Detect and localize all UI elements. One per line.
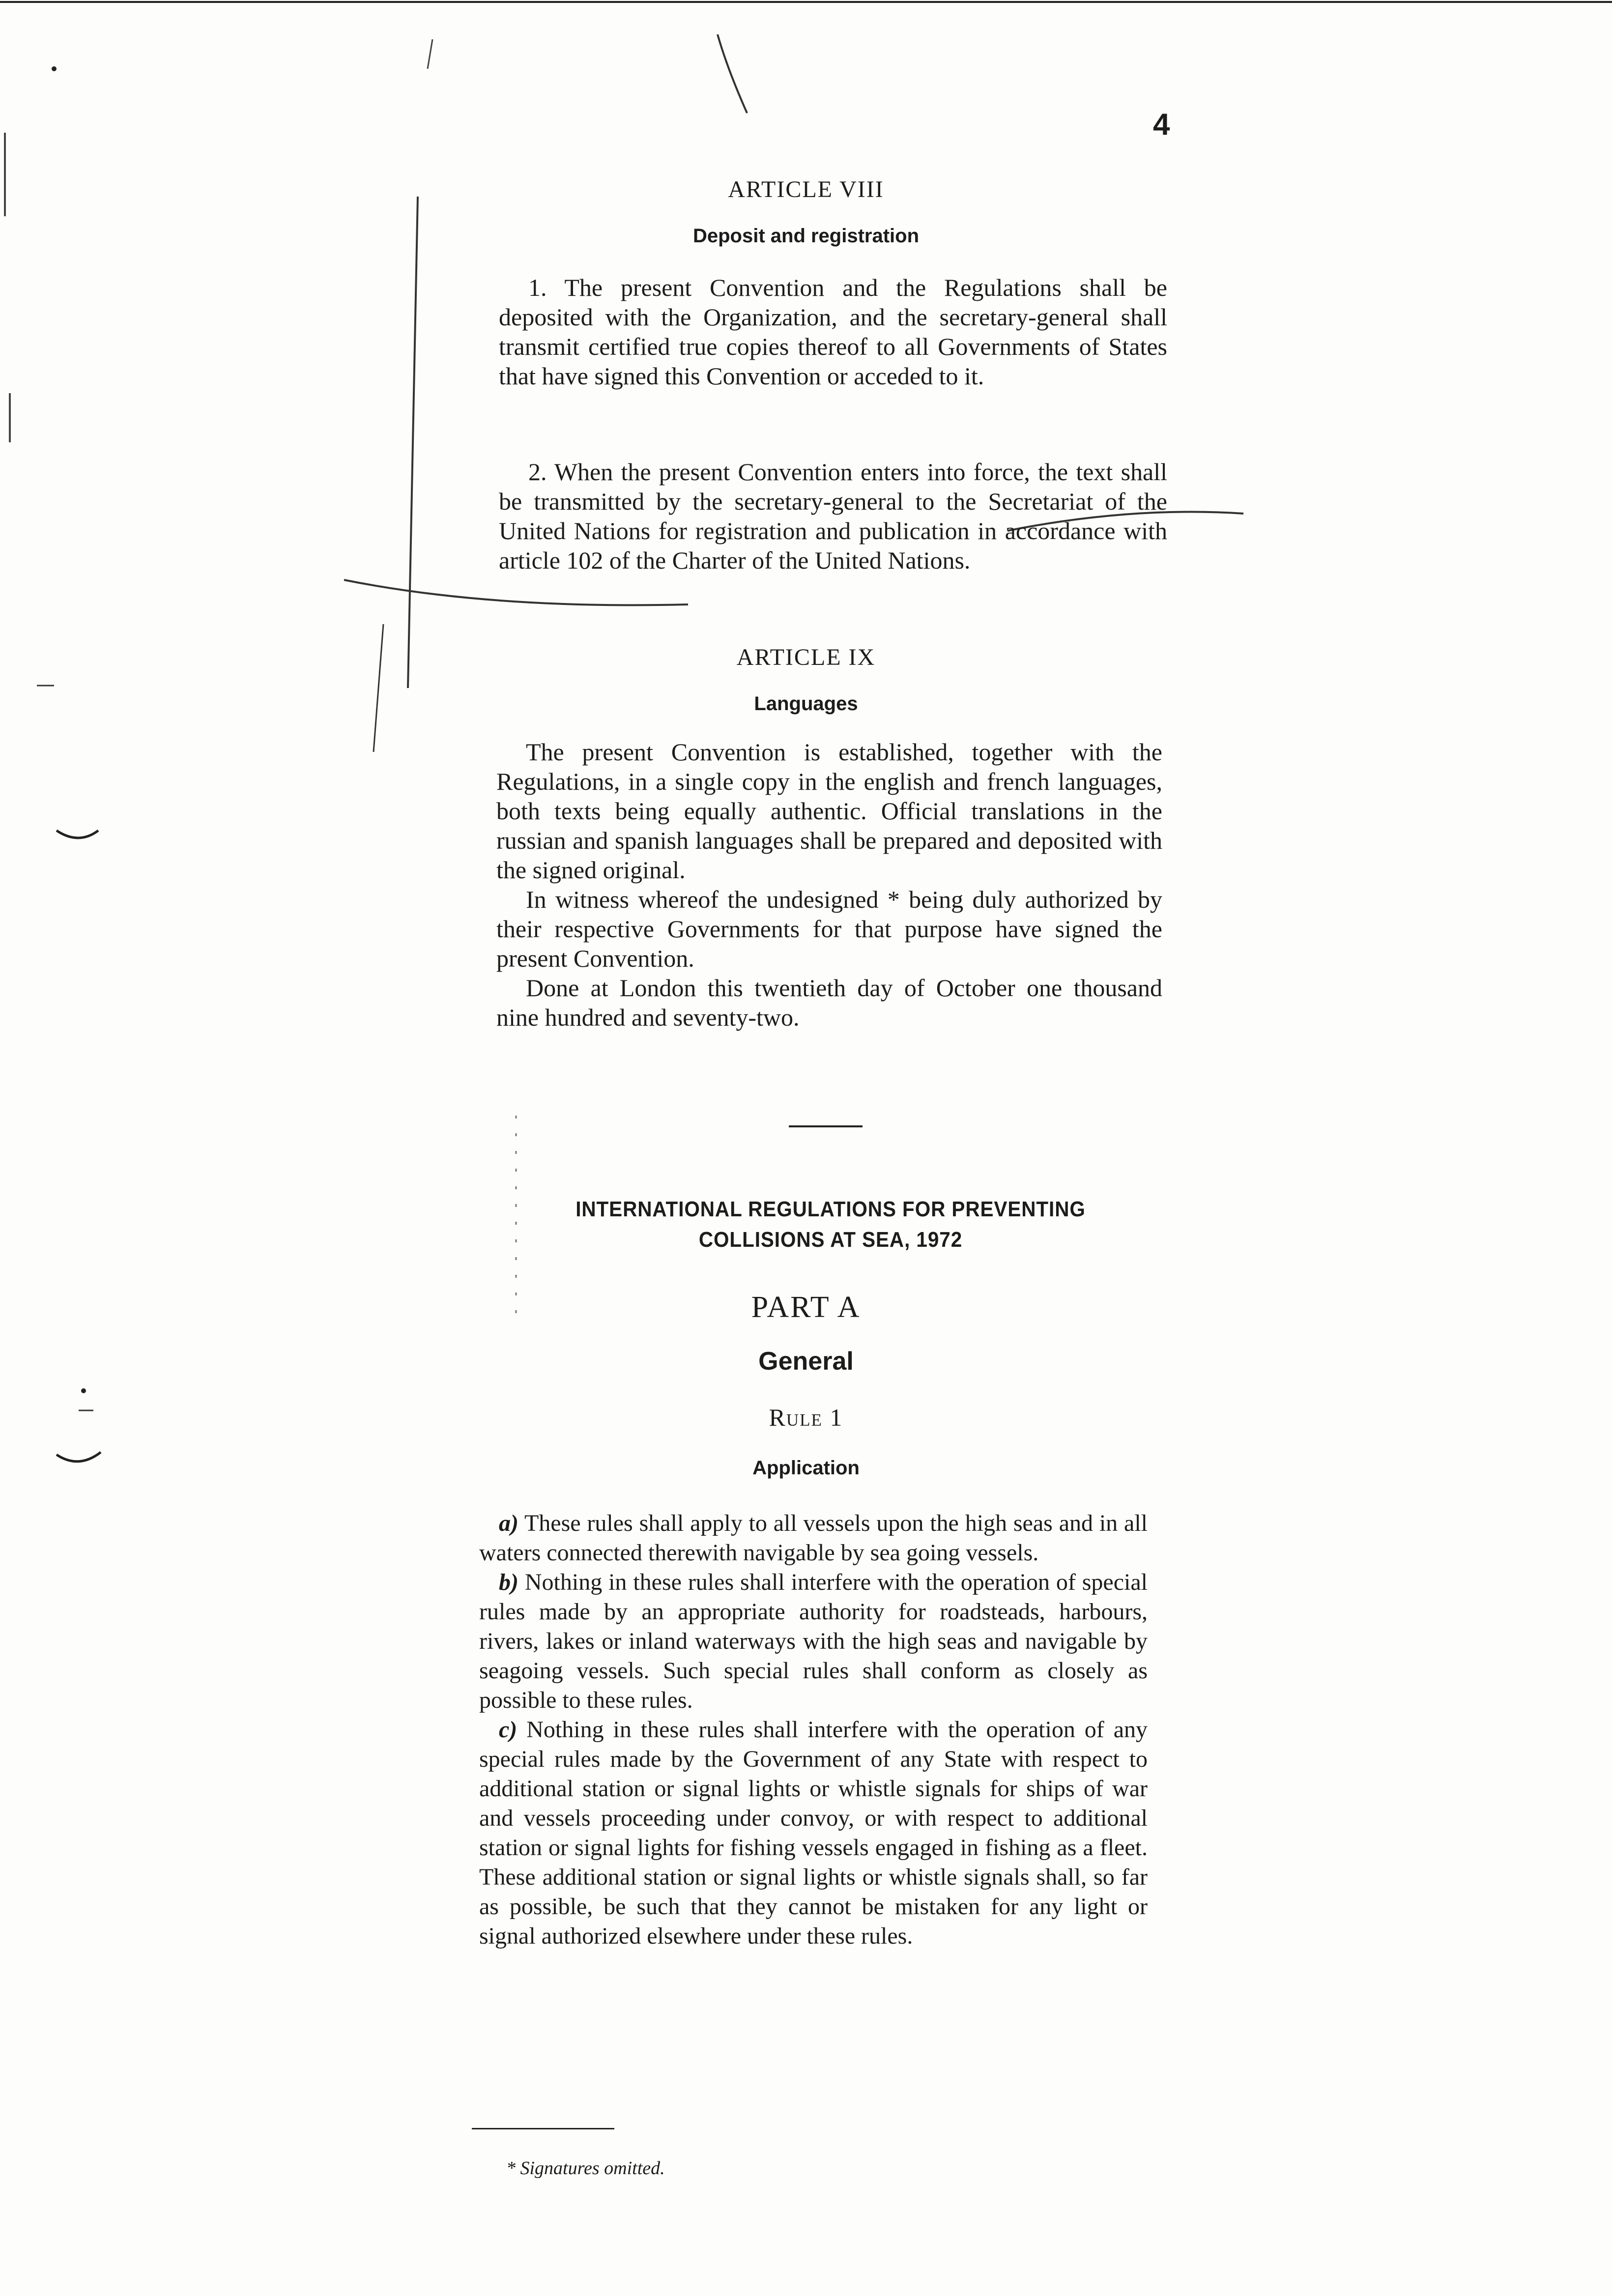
part-subtitle: General — [758, 1347, 854, 1376]
rule-items — [479, 1509, 1148, 1951]
section-divider — [789, 1125, 863, 1127]
in-witness-paragraph: In witness whereof the undesigned * being duly authorized by their respective Governments for that purpose have signed the present Convention. — [496, 886, 1162, 972]
page-number: 4 — [1153, 108, 1170, 142]
rule-item-a: a) These rules shall apply to all vessels upon the high seas and in all waters connected therewith navigable by sea going vessels. — [479, 1510, 1148, 1566]
article-viii-title: ARTICLE VIII — [728, 176, 884, 202]
article-ix-paragraph: The present Convention is established, together with the Regulations, in a single copy in the english and french languages, both texts being equally authentic. Official translations in the russian and spanish languages shall be prepared and deposited with the signed original. — [496, 738, 1162, 884]
part-title: PART A — [751, 1291, 861, 1324]
footnote-divider — [472, 2128, 614, 2129]
regulations-title: INTERNATIONAL REGULATIONS FOR PREVENTING COLLISIONS AT SEA, 1972 — [576, 1197, 1086, 1252]
article-ix-subtitle: Languages — [754, 693, 858, 715]
rule-item-b: b) Nothing in these rules shall interfere with the operation of special rules made by an appropriate authority for roadsteads, harbours, rivers, lakes or inland waterways with the high seas and navigable by seagoing vessels. Such special rules shall conform as closely as possible to these rules. — [479, 1569, 1148, 1713]
article-viii-paragraph-1: 1. The present Convention and the Regulations shall be deposited with the Organization, and the secretary-general shall transmit certified true copies thereof to all Governments of States that have signed this Convention or acceded to it. — [499, 274, 1167, 390]
rule-item-c: c) Nothing in these rules shall interfere with the operation of any special rules made by the Government of any State with respect to additional station or signal lights or whistle signals for ships of war and vessels proceeding under convoy, or with respect to additional station or signal lights for fishing vessels engaged in fishing as a fleet. These additional station or signal lights or whistle signals shall, so far as possible, be such that they cannot be mistaken for any light or signal authorized elsewhere under these rules. — [479, 1717, 1148, 1949]
article-ix-title: ARTICLE IX — [736, 644, 876, 670]
rule-subtitle: Application — [752, 1457, 860, 1479]
article-viii-paragraph-2: 2. When the present Convention enters into force, the text shall be transmitted by the secretary-general to the Secretariat of the United Nations for registration and publication in accordance with article 102 of the Charter of the United Nations. — [499, 458, 1167, 574]
article-ix-body — [496, 737, 1162, 1032]
rule-title: Rule 1 — [769, 1404, 843, 1431]
article-viii-subtitle: Deposit and registration — [692, 225, 920, 247]
footnote: * Signatures omitted. — [506, 2158, 665, 2179]
done-at-paragraph: Done at London this twentieth day of October one thousand nine hundred and seventy-two. — [496, 974, 1162, 1031]
